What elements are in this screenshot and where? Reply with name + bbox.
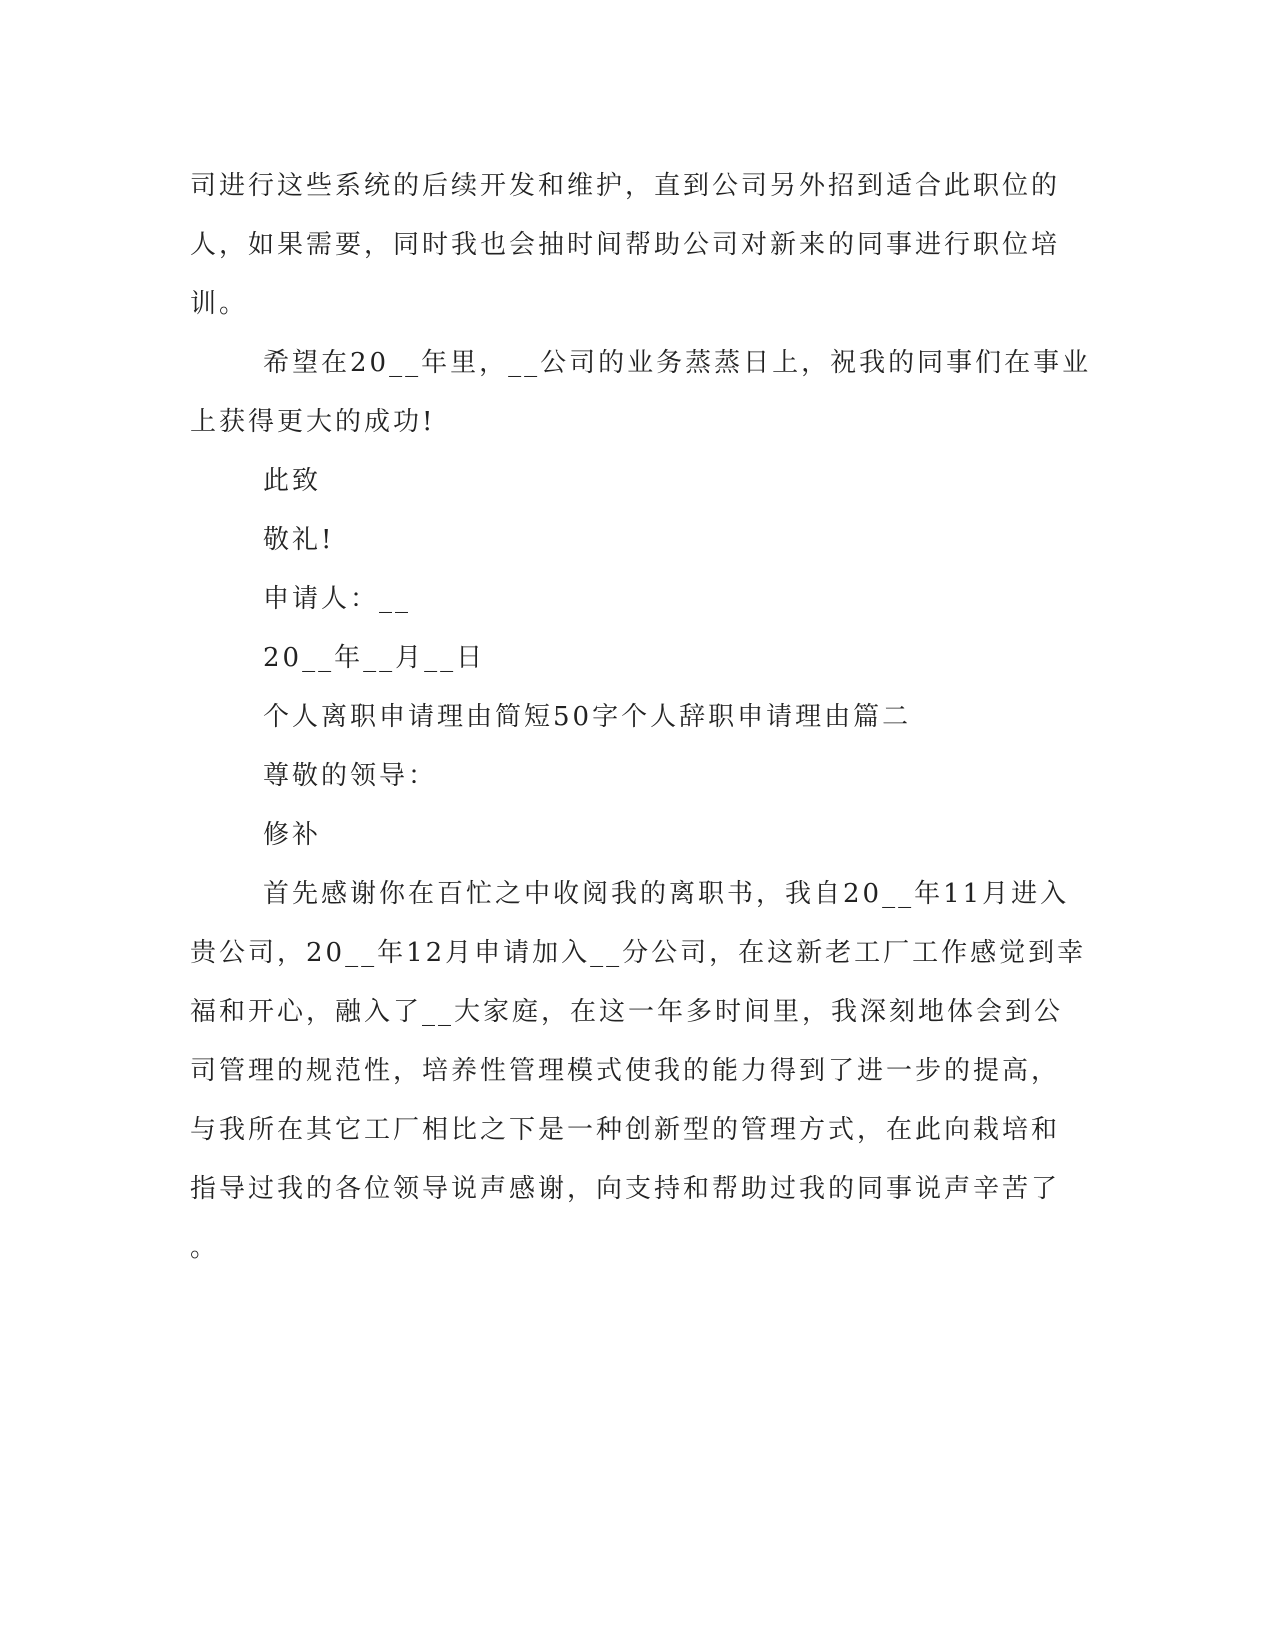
paragraph-line: 。 xyxy=(190,1233,220,1263)
paragraph-line: 福和开心，融入了__大家庭，在这一年多时间里，我深刻地体会到公 xyxy=(190,997,1064,1027)
closing-salutation: 此致 xyxy=(263,466,322,496)
paragraph-line: 希望在20__年里，__公司的业务蒸蒸日上，祝我的同事们在事业 xyxy=(263,348,1092,378)
section-heading: 个人离职申请理由简短50字个人辞职申请理由篇二 xyxy=(263,702,912,732)
date-line: 20__年__月__日 xyxy=(263,643,486,673)
paragraph-line: 上获得更大的成功! xyxy=(190,407,436,437)
paragraph-line: 指导过我的各位领导说声感谢，向支持和帮助过我的同事说声辛苦了 xyxy=(190,1174,1061,1204)
paragraph-line: 首先感谢你在百忙之中收阅我的离职书，我自20__年11月进入 xyxy=(263,879,1070,909)
paragraph-line: 与我所在其它工厂相比之下是一种创新型的管理方式，在此向栽培和 xyxy=(190,1115,1061,1145)
applicant-line: 申请人：__ xyxy=(263,584,412,614)
paragraph-line: 人，如果需要，同时我也会抽时间帮助公司对新来的同事进行职位培 xyxy=(190,230,1061,260)
greeting: 尊敬的领导： xyxy=(263,761,438,791)
paragraph-line: 修补 xyxy=(263,820,322,850)
paragraph-line: 训。 xyxy=(190,289,249,319)
paragraph-line: 司管理的规范性，培养性管理模式使我的能力得到了进一步的提高， xyxy=(190,1056,1061,1086)
closing-regards: 敬礼! xyxy=(263,525,335,555)
paragraph-line: 司进行这些系统的后续开发和维护，直到公司另外招到适合此职位的 xyxy=(190,171,1061,201)
paragraph-line: 贵公司，20__年12月申请加入__分公司，在这新老工厂工作感觉到幸 xyxy=(190,938,1087,968)
